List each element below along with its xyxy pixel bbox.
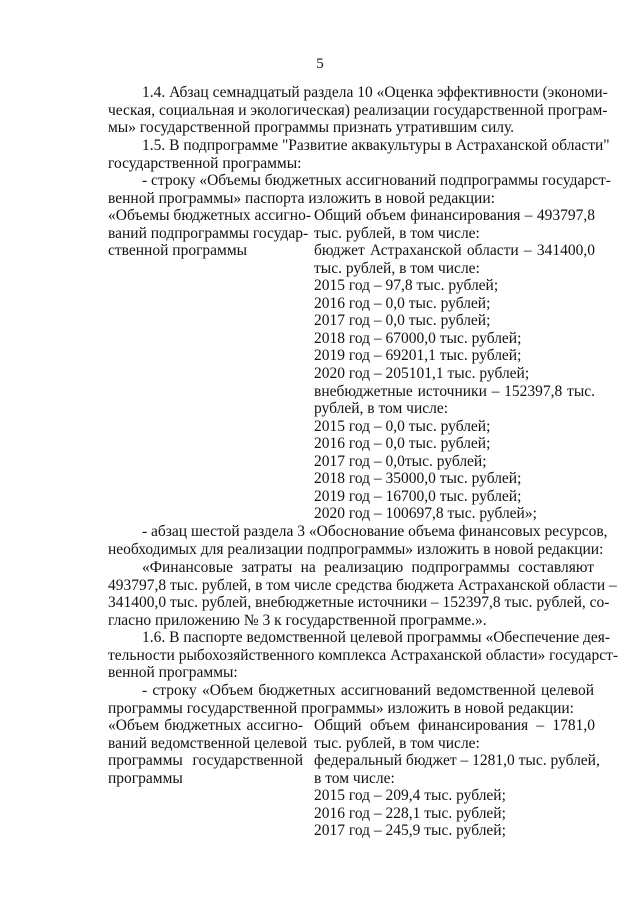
paragraph-line: 1.5. В подпрограмме "Развитие аквакультуры в Астраханской области" — [142, 137, 610, 154]
table-cell-value-line: 2016 год – 0,0 тыс. рублей; — [314, 294, 491, 312]
table-cell-value-line: бюджет Астраханской области – 341400,0 — [314, 242, 595, 260]
table-cell-label-line: программы — [108, 769, 183, 787]
paragraph-line: программы государственной программы» изложить в новой редакции: — [108, 699, 574, 717]
table-cell-value-line: 2017 год – 0,0тыс. рублей; — [314, 452, 487, 470]
table-cell-value-line: тыс. рублей, в том числе: — [314, 734, 480, 752]
page-number: 5 — [316, 56, 324, 72]
table-cell-value-line: федеральный бюджет – 1281,0 тыс. рублей, — [314, 752, 600, 770]
paragraph-line: ческая, социальная и экологическая) реализации государственной програм- — [108, 101, 608, 119]
paragraph-line: тельности рыбохозяйственного комплекса Астраханской области» государст- — [108, 646, 619, 664]
table-cell-label-line: программы государственной — [108, 752, 303, 770]
table-cell-value-line: 2018 год – 35000,0 тыс. рублей; — [314, 470, 522, 488]
table-cell-value-line: 2019 год – 69201,1 тыс. рублей; — [314, 347, 522, 365]
table-cell-value-line: 2015 год – 97,8 тыс. рублей; — [314, 277, 499, 295]
table-cell-label-line: «Объемы бюджетных ассигно- — [108, 207, 311, 224]
table-cell-value-line: Общий объем финансирования – 1781,0 — [314, 717, 595, 734]
paragraph-line: мы» государственной программы признать утратившим силу. — [108, 119, 515, 137]
table-cell-value-line: 2020 год – 205101,1 тыс. рублей; — [314, 364, 530, 382]
table-cell-value-line: Общий объем финансирования – 493797,8 — [314, 207, 595, 224]
table-cell-value-line: 2018 год – 67000,0 тыс. рублей; — [314, 329, 522, 347]
table-cell-value-line: тыс. рублей, в том числе: — [314, 259, 480, 277]
table-cell-value-line: 2019 год – 16700,0 тыс. рублей; — [314, 487, 522, 505]
table-cell-value-line: в том числе: — [314, 769, 395, 787]
quote-line: гласно приложению № 3 к государственной программе.». — [108, 611, 487, 629]
table-cell-value-line: 2020 год – 100697,8 тыс. рублей»; — [314, 505, 537, 523]
table-cell-value-line: 2015 год – 0,0 тыс. рублей; — [314, 417, 491, 435]
paragraph-line: 1.6. В паспорте ведомственной целевой программы «Обеспечение дея- — [142, 629, 611, 646]
table-cell-value-line: 2015 год – 209,4 тыс. рублей; — [314, 787, 506, 805]
paragraph-line: венной программы: — [108, 664, 238, 682]
paragraph-line: - строку «Объемы бюджетных ассигнований подпрограммы государст- — [142, 172, 611, 189]
paragraph-line: - абзац шестой раздела 3 «Обоснование объема финансовых ресурсов, — [142, 523, 608, 540]
table-cell-value-line: 2017 год – 0,0 тыс. рублей; — [314, 312, 491, 330]
table-cell-value-line: тыс. рублей, в том числе: — [314, 224, 480, 242]
paragraph-line: государственной программы: — [108, 154, 302, 172]
table-cell-label-line: ваний ведомственной целевой — [108, 734, 308, 752]
table-cell-value-line: рублей, в том числе: — [314, 400, 449, 418]
paragraph-line: венной программы» паспорта изложить в новой редакции: — [108, 189, 495, 207]
table-cell-label-line: ваний подпрограммы государ- — [108, 224, 309, 242]
table-cell-label-line: «Объем бюджетных ассигно- — [108, 717, 303, 734]
quote-line: 493797,8 тыс. рублей, в том числе средства бюджета Астраханской области – — [108, 576, 617, 594]
quote-line: 341400,0 тыс. рублей, внебюджетные источники – 152397,8 тыс. рублей, со- — [108, 594, 610, 612]
table-cell-value-line: 2016 год – 0,0 тыс. рублей; — [314, 435, 491, 453]
table-cell-value-line: внебюджетные источники – 152397,8 тыс. — [314, 382, 595, 400]
table-cell-label-line: ственной программы — [108, 242, 248, 260]
table-cell-value-line: 2017 год – 245,9 тыс. рублей; — [314, 822, 506, 840]
table-cell-value-line: 2016 год – 228,1 тыс. рублей; — [314, 804, 506, 822]
paragraph-line: 1.4. Абзац семнадцатый раздела 10 «Оценка эффективности (экономи- — [142, 84, 608, 101]
quote-line: «Финансовые затраты на реализацию подпрограммы составляют — [142, 559, 594, 576]
paragraph-line: - строку «Объем бюджетных ассигнований ведомственной целевой — [142, 682, 594, 699]
paragraph-line: необходимых для реализации подпрограммы» изложить в новой редакции: — [108, 540, 604, 558]
